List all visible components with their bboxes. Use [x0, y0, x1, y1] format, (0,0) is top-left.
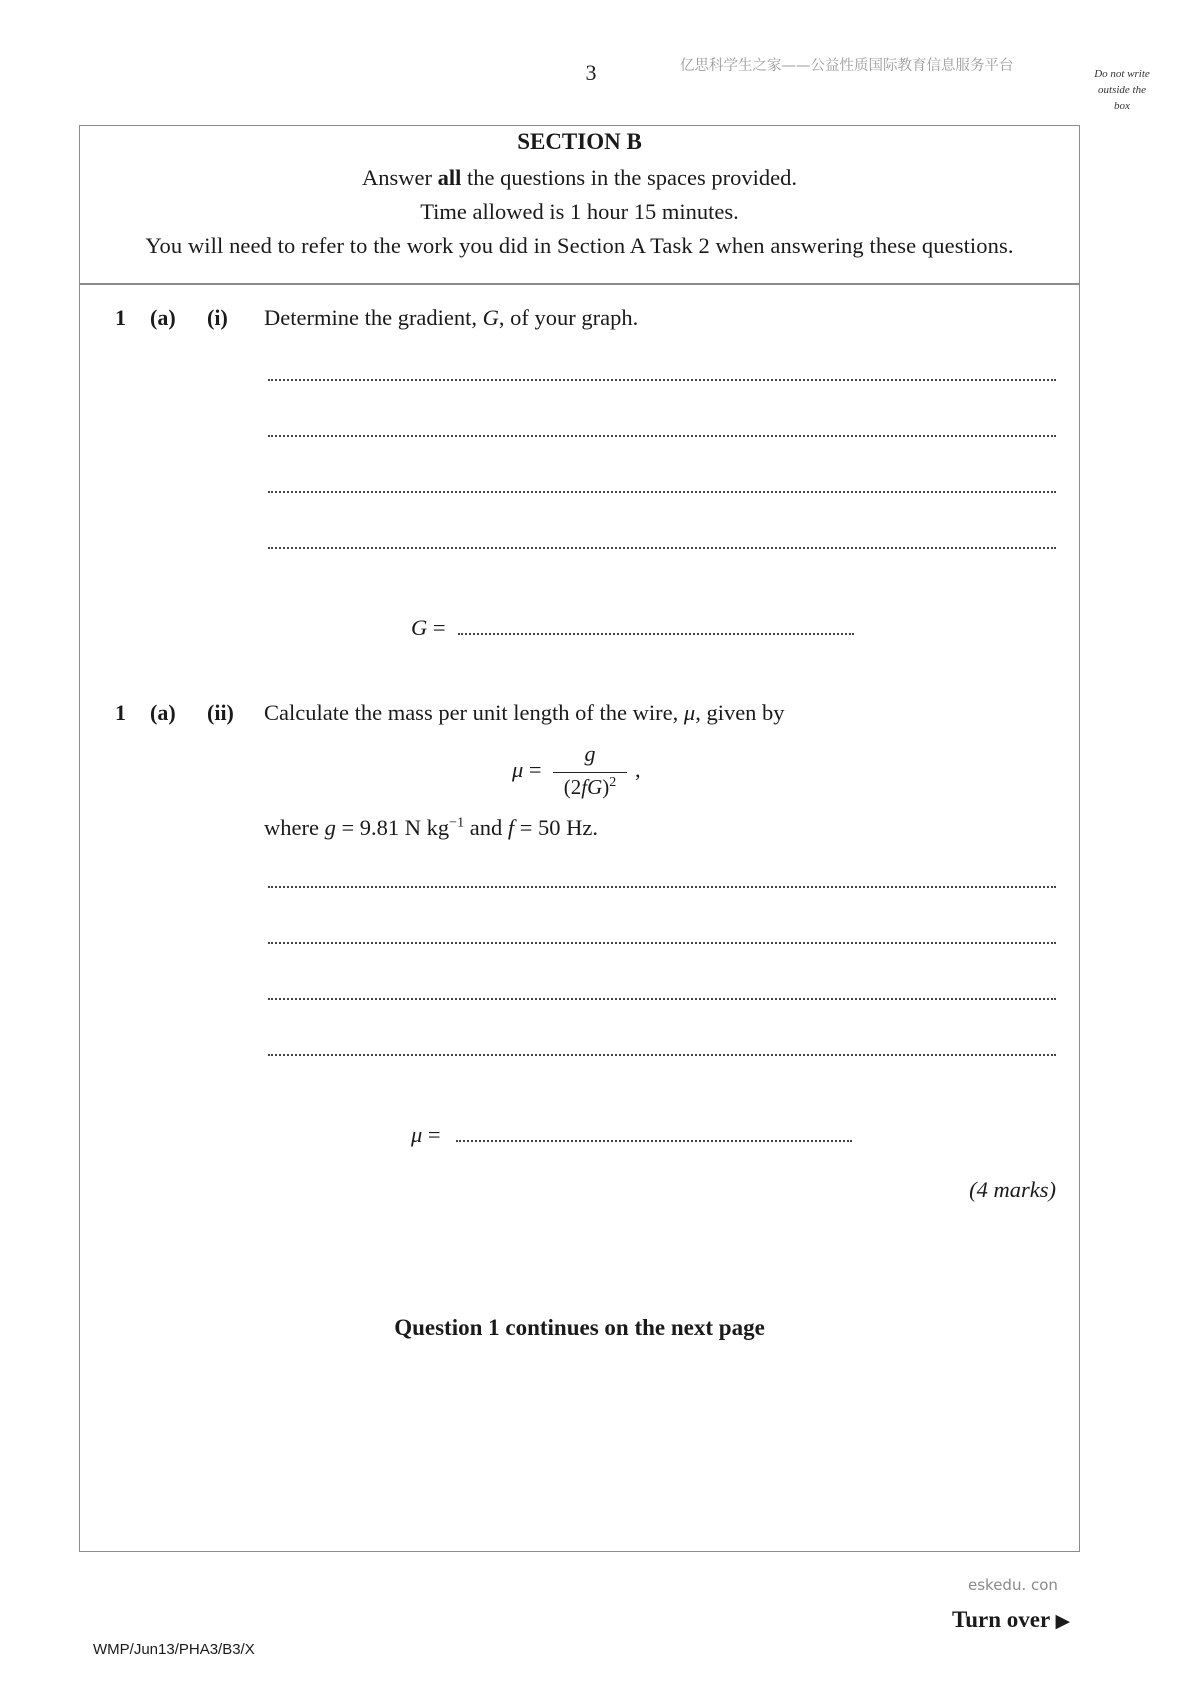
time-allowed: Time allowed is 1 hour 15 minutes. — [420, 199, 739, 224]
where-g: g — [324, 815, 336, 840]
formula-fraction-bar — [553, 772, 627, 773]
q1aii-answer-line-4[interactable] — [268, 1054, 1056, 1056]
q1aii-answer-line-2[interactable] — [268, 942, 1056, 944]
formula-den-open: (2 — [563, 775, 582, 799]
q1ai-text-prefix: Determine the gradient, — [264, 305, 483, 330]
formula-comma: , — [635, 757, 641, 782]
q1aii-part: (a) — [150, 700, 176, 725]
answer-instruction-suffix: the questions in the spaces provided. — [461, 165, 797, 190]
margin-note-line-1: Do not write — [1094, 68, 1150, 80]
q1aii-text-var: μ — [683, 700, 696, 725]
paper-code: WMP/Jun13/PHA3/B3/X — [93, 1641, 255, 1658]
q1ai-subpart: (i) — [207, 305, 228, 330]
q1ai-answer-line-1[interactable] — [268, 379, 1056, 381]
where-clause — [264, 815, 598, 841]
margin-note — [1080, 66, 1164, 114]
where-g-value: = 9.81 N kg — [335, 815, 450, 840]
q1aii-result-label — [411, 1122, 441, 1148]
q1aii-number: 1 — [115, 700, 126, 725]
where-g-exponent: −1 — [449, 815, 465, 831]
q1ai-number: 1 — [115, 305, 126, 330]
q1ai-answer-line-4[interactable] — [268, 547, 1056, 549]
q1aii-result-eq: = — [422, 1122, 441, 1147]
q1aii-subpart: (ii) — [207, 700, 234, 725]
formula-lhs-eq: = — [523, 757, 542, 782]
q1aii-result-field[interactable] — [456, 1140, 852, 1142]
q1ai-question-text — [264, 305, 638, 331]
answer-instruction-bold: all — [437, 165, 462, 190]
turn-over-label — [952, 1607, 1070, 1633]
where-and: and — [464, 815, 508, 840]
header-divider — [79, 283, 1080, 285]
q1ai-text-suffix: , of your graph. — [498, 305, 639, 330]
q1ai-answer-line-2[interactable] — [268, 435, 1056, 437]
q1ai-answer-line-3[interactable] — [268, 491, 1056, 493]
q1aii-answer-line-1[interactable] — [268, 886, 1056, 888]
q1aii-text-prefix: Calculate the mass per unit length of the wire, — [264, 700, 684, 725]
q1aii-text-suffix: , given by — [695, 700, 785, 725]
q1ai-result-field[interactable] — [458, 633, 854, 635]
site-watermark: eskedu. con — [968, 1576, 1058, 1594]
continues-note: Question 1 continues on the next page — [394, 1315, 765, 1340]
where-f: f — [507, 815, 515, 840]
q1ai-result-var: G — [411, 615, 428, 640]
q1ai-result-eq: = — [427, 615, 446, 640]
formula-denominator — [553, 775, 627, 800]
where-f-value: = 50 Hz. — [514, 815, 599, 840]
q1ai-part: (a) — [150, 305, 176, 330]
q1aii-answer-line-3[interactable] — [268, 998, 1056, 1000]
formula-lhs — [512, 757, 542, 783]
formula-den-close: ) — [602, 775, 610, 799]
watermark-text: 亿思科学生之家——公益性质国际教育信息服务平台 — [680, 58, 1014, 74]
section-title: SECTION B — [517, 129, 642, 154]
turn-over-arrow-icon: ▶ — [1055, 1611, 1071, 1632]
turn-over-text: Turn over — [952, 1607, 1050, 1632]
formula-lhs-var: μ — [512, 757, 524, 782]
q1ai-result-label — [411, 615, 446, 641]
answer-instruction — [79, 165, 1080, 191]
where-prefix: where — [264, 815, 325, 840]
q1ai-text-var: G — [482, 305, 499, 330]
q1aii-result-var: μ — [411, 1122, 423, 1147]
marks-label: (4 marks) — [969, 1177, 1056, 1202]
formula-den-vars: fG — [581, 775, 603, 799]
answer-instruction-prefix: Answer — [362, 165, 438, 190]
margin-note-line-2: outside the — [1098, 84, 1146, 96]
formula-den-exponent: 2 — [609, 775, 617, 790]
q1aii-question-text — [264, 700, 785, 726]
refer-note: You will need to refer to the work you did in Section A Task 2 when answering these questions. — [145, 233, 1014, 258]
margin-note-line-3: box — [1114, 100, 1130, 112]
formula-numerator: g — [584, 741, 596, 766]
page-number: 3 — [585, 60, 597, 85]
